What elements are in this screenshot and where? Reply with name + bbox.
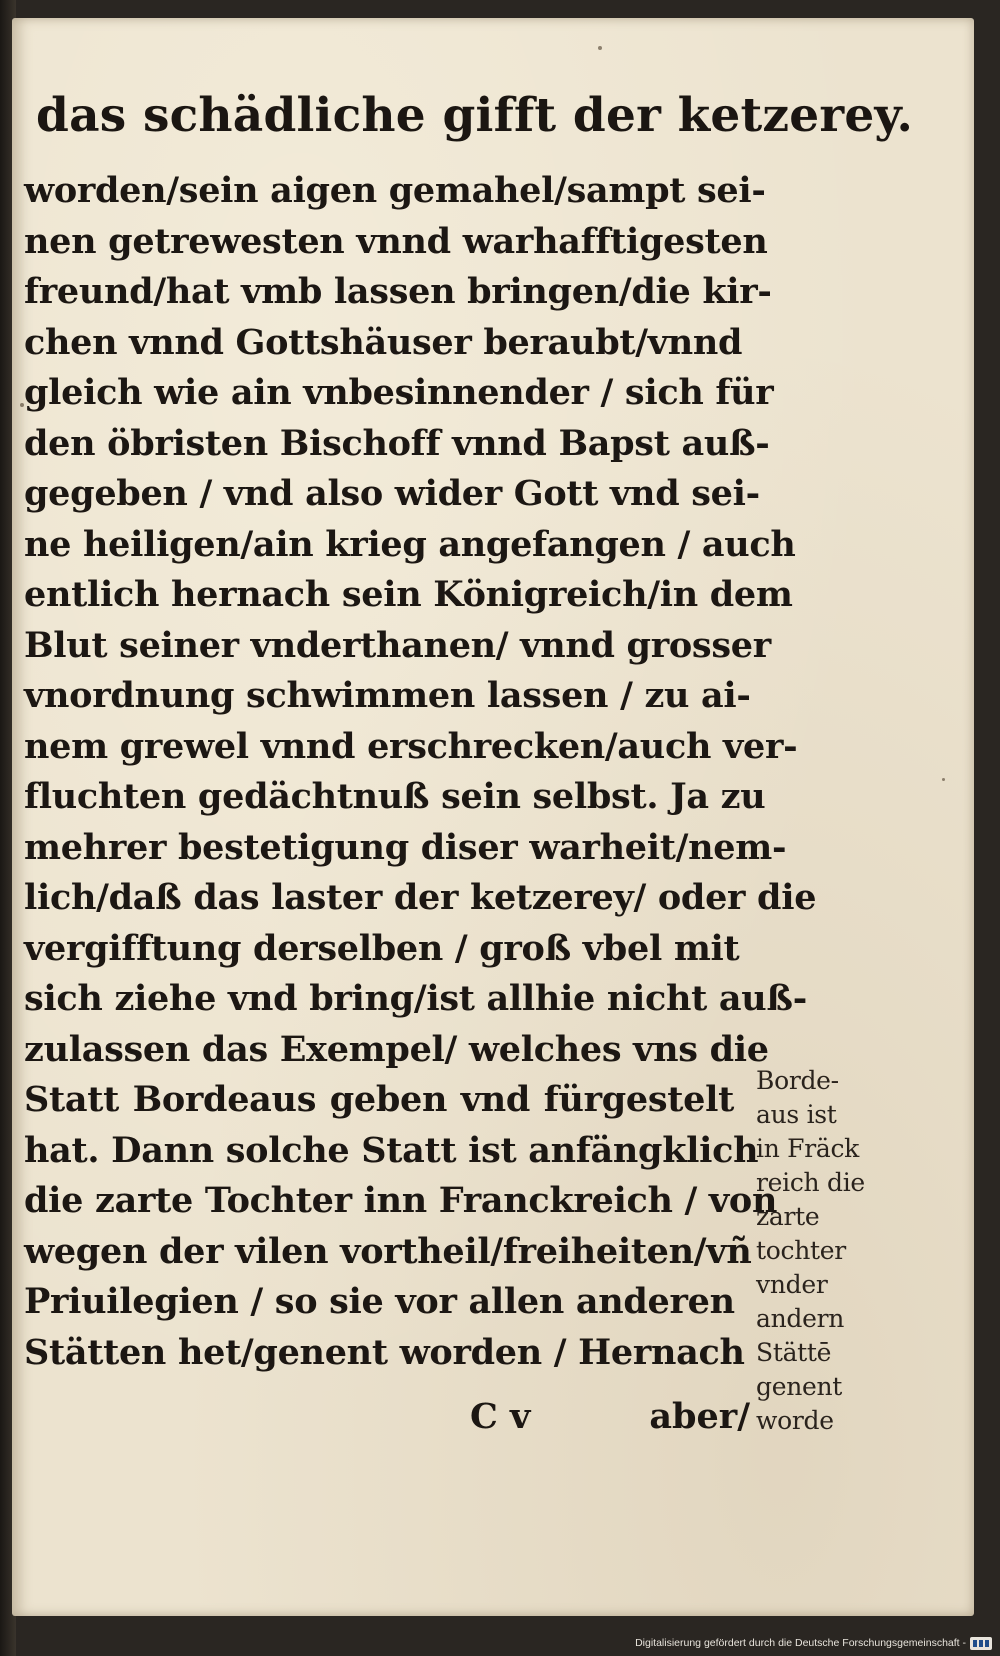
marginal-note — [756, 1064, 886, 1438]
text-line: fluchten gedächtnuß sein selbst. Ja zu — [24, 776, 766, 817]
marginal-line: vnder — [756, 1270, 828, 1299]
text-line: vergifftung derselben / groß vbel mit — [24, 927, 740, 969]
paper-speck — [598, 46, 602, 50]
credit-text: Digitalisierung gefördert durch die Deutsche Forschungsgemeinschaft - — [635, 1637, 966, 1649]
running-title: das schädliche gifft der ketzerey. — [36, 88, 914, 143]
text-line: freund/hat vmb lassen bringen/die kir- — [24, 271, 772, 312]
marginal-line: tochter — [756, 1236, 846, 1265]
text-line: nem grewel vnnd erschrecken/auch ver- — [24, 725, 798, 767]
marginal-line: andern — [756, 1304, 845, 1333]
marginal-line: Borde- — [756, 1066, 839, 1095]
marginal-line: aus ist — [756, 1100, 837, 1129]
text-line: gegeben / vnd also wider Gott vnd sei- — [24, 473, 760, 514]
marginal-line: Stättē — [756, 1338, 832, 1367]
text-line: ne heiligen/ain krieg angefangen / auch — [24, 523, 796, 565]
text-line: chen vnnd Gottshäuser beraubt/vnnd — [24, 321, 743, 363]
text-line: entlich hernach sein Königreich/in dem — [24, 574, 793, 615]
text-line: gleich wie ain vnbesinnender / sich für — [24, 372, 774, 413]
marginal-line: zarte — [756, 1202, 820, 1231]
text-line: den öbristen Bischoff vnnd Bapst auß- — [24, 422, 770, 464]
digitization-credit — [635, 1634, 992, 1652]
marginal-line: worde — [756, 1406, 834, 1435]
dfg-logo-icon — [970, 1637, 992, 1650]
text-line: lich/daß das laster der ketzerey/ oder die — [24, 877, 817, 918]
custos-word: aber/ — [649, 1396, 750, 1437]
text-line: wegen der vilen vortheil/freiheiten/vñ — [24, 1230, 752, 1272]
text-line: zulassen das Exempel/ welches vns die — [24, 1028, 769, 1070]
marginal-line: reich die — [756, 1168, 865, 1197]
text-line: Statt Bordeaus geben vnd fürgestelt — [24, 1079, 734, 1120]
marginal-line: in Fräck — [756, 1134, 859, 1163]
catchwords — [470, 1392, 750, 1442]
text-line: Blut seiner vnderthanen/ vnnd grosser — [24, 624, 771, 666]
text-line: Priuilegien / so sie vor allen anderen — [24, 1281, 735, 1322]
signature-mark: C v — [470, 1396, 531, 1437]
text-line: nen getrewesten vnnd warhafftigesten — [24, 220, 768, 262]
text-line: vnordnung schwimmen lassen / zu ai- — [24, 675, 751, 716]
paper-speck — [942, 778, 945, 781]
marginal-line: genent — [756, 1372, 843, 1401]
text-line: sich ziehe vnd bring/ist allhie nicht auß- — [24, 978, 807, 1019]
text-line: worden/sein aigen gemahel/sampt sei- — [24, 170, 766, 211]
text-line: die zarte Tochter inn Franckreich / von — [24, 1180, 778, 1221]
text-line: mehrer bestetigung diser warheit/nem- — [24, 826, 787, 868]
text-line: Stätten het/genent worden / Hernach — [24, 1331, 745, 1373]
text-line: hat. Dann solche Statt ist anfängklich — [24, 1129, 759, 1171]
